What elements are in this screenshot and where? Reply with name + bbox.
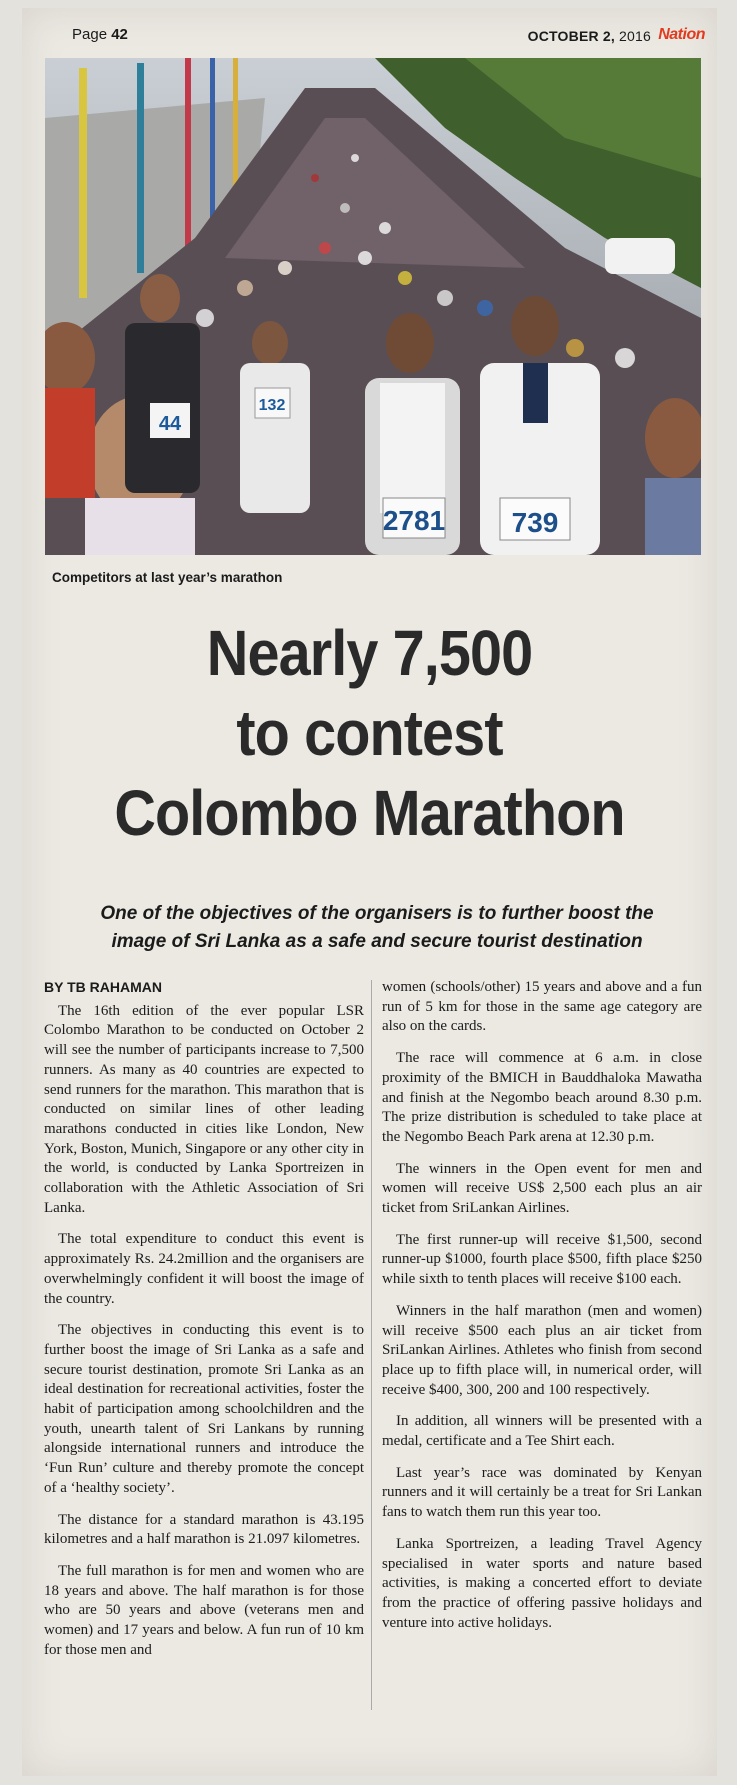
paragraph: The first runner-up will receive $1,500, second runner-up $1000, fourth place $500, fifth place $250 while sixth to tenth places will receive $100 each. bbox=[382, 1231, 702, 1288]
paragraph: The total expenditure to conduct this event is approximately Rs. 24.2million and the organisers are overwhelmingly confident it will boost the image of the country. bbox=[44, 1231, 364, 1307]
crowd-illustration bbox=[45, 58, 701, 555]
paragraph: The race will commence at 6 a.m. in close proximity of the BMICH in Bauddhaloka Mawatha and finish at the Negombo beach around 8.30 p.m. The prize distribution is scheduled to take place at the Negombo Beach Park arena at 12.30 p.m. bbox=[382, 1050, 702, 1145]
nation-logo: Nation bbox=[658, 26, 705, 43]
page-number-value: 42 bbox=[111, 26, 128, 43]
paragraph: The distance for a standard marathon is 43.195 kilometres and a half marathon is 21.097 kilometres. bbox=[44, 1511, 364, 1548]
byline: BY TB RAHAMAN bbox=[44, 979, 162, 995]
bib-44: 44 bbox=[158, 413, 182, 435]
standfirst bbox=[32, 900, 722, 956]
paragraph: The full marathon is for men and women who are 18 years and above. The half marathon is for those who are 50 years and above (veterans men and women) and 17 years and below. A fun run of 10 km for those men and bbox=[44, 1562, 364, 1658]
headline-line-3: Colombo Marathon bbox=[114, 777, 625, 849]
paragraph: women (schools/other) 15 years and above and a fun run of 5 km for those in the same age category are also on the cards. bbox=[382, 979, 702, 1035]
bib-739: 739 bbox=[511, 507, 559, 538]
paragraph: Winners in the half marathon (men and women) will receive $500 each plus an air ticket from SriLankan Airlines. Athletes who finish from second place up to fifth place will, in numerical order, will receive $400, 300, 200 and 100 respectively. bbox=[382, 1302, 702, 1398]
page-header bbox=[22, 20, 717, 46]
paragraph: The objectives in conducting this event is to further boost the image of Sri Lanka as a safe and secure tourist destination, promote Sri Lanka as an ideal destination for recreational activities, foster the habit of participation among schoolchildren and the youth, unearth talent of Sri Lankans by running alongside international runners and introduce the ‘Fun Run’ culture and thereby promote the concept of a ‘healthy society’. bbox=[44, 1322, 364, 1496]
article-column-right bbox=[382, 978, 702, 1645]
marathon-photo bbox=[45, 58, 701, 555]
standfirst-line-1: One of the objectives of the organisers is to further boost the bbox=[100, 903, 654, 924]
headline bbox=[22, 613, 717, 853]
column-divider bbox=[371, 980, 372, 1710]
paragraph: Last year’s race was dominated by Kenyan runners and it will certainly be a treat for Sri Lankan fans to watch them run this year too. bbox=[382, 1464, 702, 1521]
standfirst-line-2: image of Sri Lanka as a safe and secure tourist destination bbox=[111, 931, 643, 952]
date-month-day: OCTOBER 2, bbox=[527, 28, 615, 44]
newspaper-page bbox=[22, 8, 717, 1776]
paragraph: Lanka Sportreizen, a leading Travel Agency specialised in water sports and nature based activities, is making a concerted effort to deviate from the practice of offering passive holidays and venture into active holidays. bbox=[382, 1535, 702, 1631]
bib-2781: 2781 bbox=[382, 505, 446, 536]
issue-date bbox=[528, 28, 651, 44]
paragraph: The winners in the Open event for men and women will receive US$ 2,500 each plus an air ticket from SriLankan Airlines. bbox=[382, 1160, 702, 1217]
date-year: 2016 bbox=[619, 28, 651, 44]
page-number bbox=[72, 26, 128, 43]
article-column-left bbox=[44, 978, 364, 1673]
headline-line-2: to contest bbox=[236, 697, 503, 769]
bib-132: 132 bbox=[258, 397, 286, 414]
paragraph: The 16th edition of the ever popular LSR Colombo Marathon to be conducted on October 2 will see the number of participants increase to 7,500 runners. As many as 40 countries are expected to send runners for the marathon. This marathon that is conducted on similar lines of other leading marathons conducted in cities like London, New York, Boston, Munich, Singapore or any other city in the world, is conducted by Lanka Sportreizen in collaboration with the Athletic Association of Sri Lanka. bbox=[44, 1002, 364, 1216]
photo-caption: Competitors at last year’s marathon bbox=[52, 570, 283, 585]
paragraph: In addition, all winners will be presented with a medal, certificate and a Tee Shirt each. bbox=[382, 1413, 702, 1450]
headline-line-1: Nearly 7,500 bbox=[206, 617, 533, 689]
page-label: Page bbox=[72, 26, 108, 43]
